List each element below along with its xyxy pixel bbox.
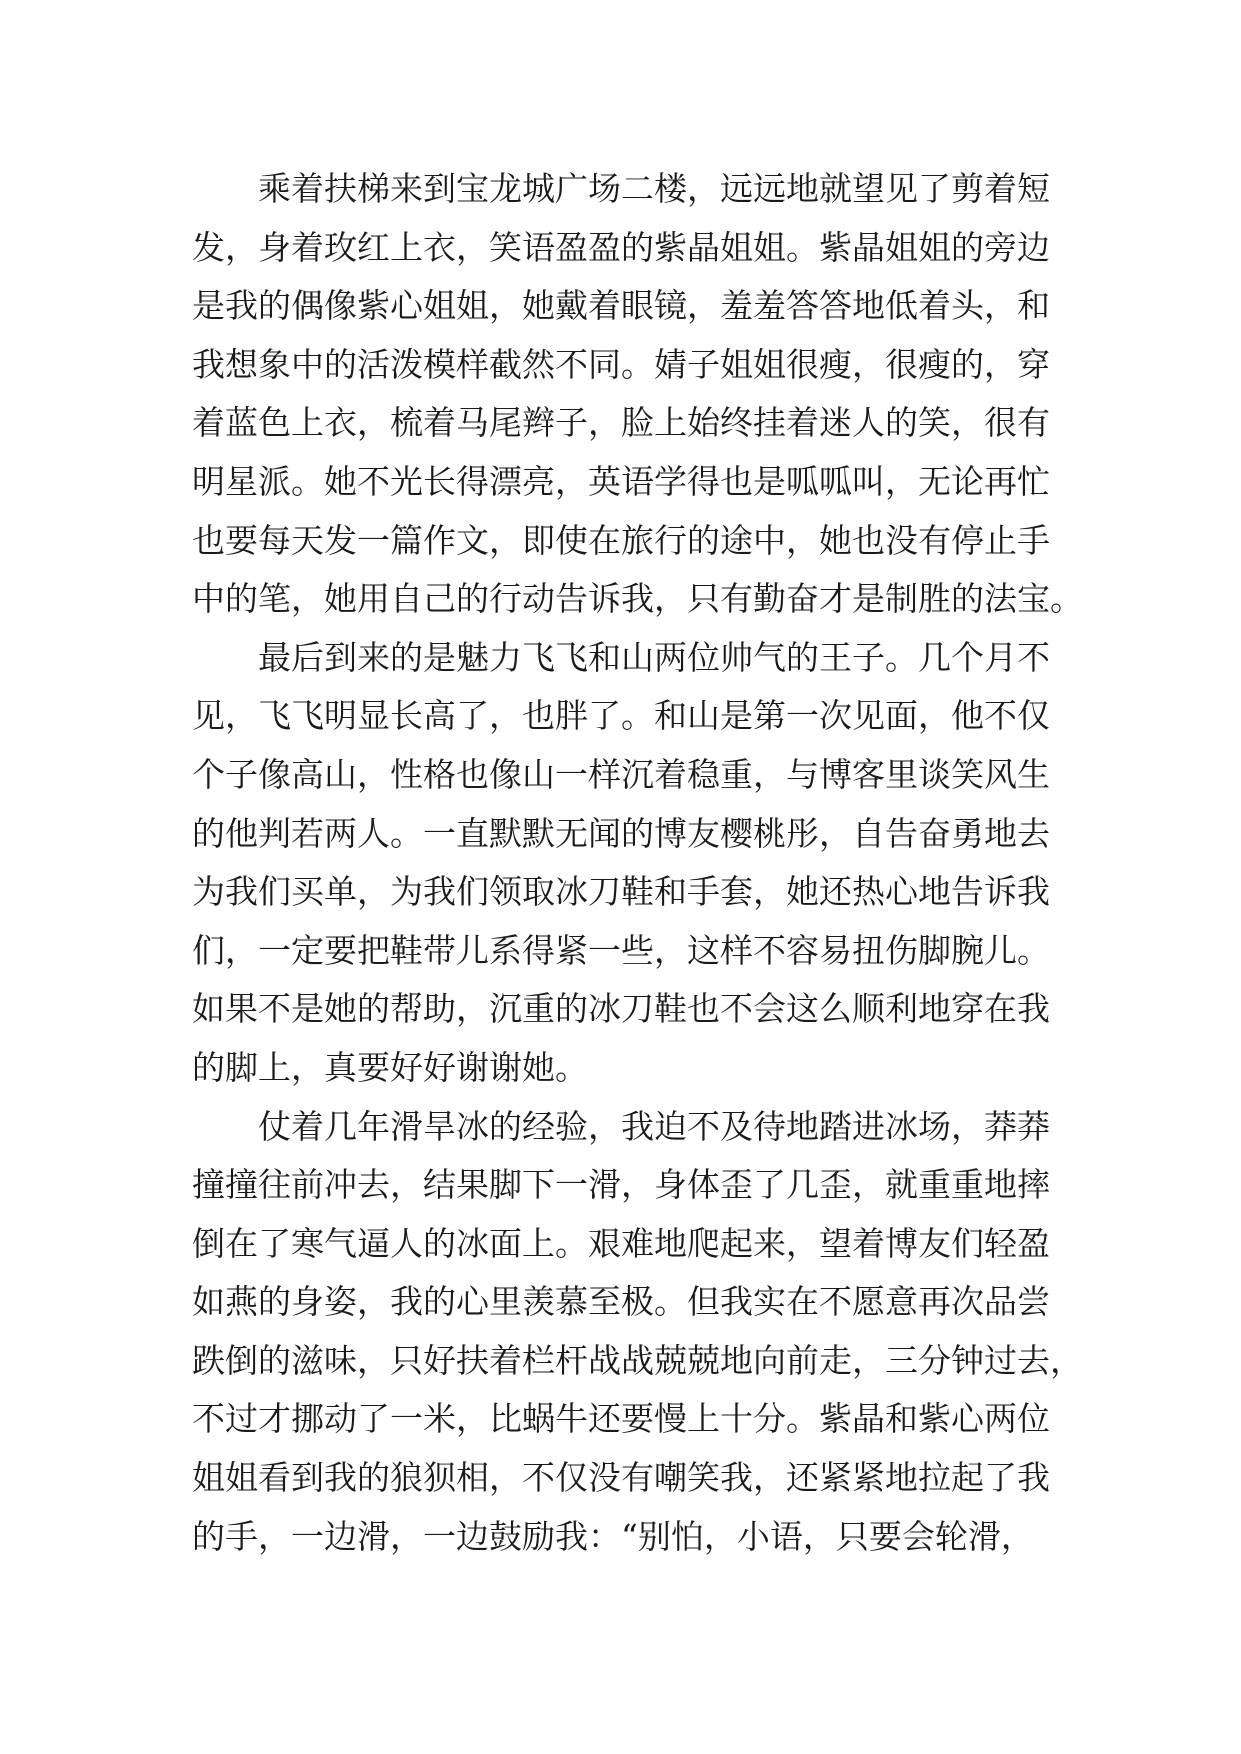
text-line: 见，飞飞明显长高了，也胖了。和山是第一次见面，他不仅 bbox=[192, 696, 1050, 736]
text-line: 们，一定要把鞋带儿系得紧一些，这样不容易扭伤脚腕儿。 bbox=[192, 930, 1050, 970]
text-line: 的脚上，真要好好谢谢她。 bbox=[192, 1047, 588, 1087]
text-line: 跌倒的滋味，只好扶着栏杆战战兢兢地向前走，三分钟过去， bbox=[192, 1340, 1083, 1380]
text-line: 倒在了寒气逼人的冰面上。艰难地爬起来，望着博友们轻盈 bbox=[192, 1223, 1050, 1263]
text-line: 仗着几年滑旱冰的经验，我迫不及待地踏进冰场，莽莽 bbox=[192, 1106, 1050, 1146]
text-line: 发，身着玫红上衣，笑语盈盈的紫晶姐姐。紫晶姐姐的旁边 bbox=[192, 227, 1050, 267]
text-line: 乘着扶梯来到宝龙城广场二楼，远远地就望见了剪着短 bbox=[192, 169, 1050, 208]
text-line: 明星派。她不光长得漂亮，英语学得也是呱呱叫，无论再忙 bbox=[192, 461, 1050, 501]
text-line: 着蓝色上衣，梳着马尾辫子，脸上始终挂着迷人的笑，很有 bbox=[192, 403, 1050, 443]
text-line: 个子像高山，性格也像山一样沉着稳重，与博客里谈笑风生 bbox=[192, 754, 1050, 794]
text-line: 姐姐看到我的狼狈相，不仅没有嘲笑我，还紧紧地拉起了我 bbox=[192, 1458, 1050, 1498]
body-text bbox=[192, 160, 1083, 1566]
text-line: 撞撞往前冲去，结果脚下一滑，身体歪了几歪，就重重地摔 bbox=[192, 1165, 1050, 1205]
text-line: 是我的偶像紫心姐姐，她戴着眼镜，羞羞答答地低着头，和 bbox=[192, 286, 1050, 326]
text-line: 中的笔，她用自己的行动告诉我，只有勤奋才是制胜的法宝。 bbox=[192, 579, 1083, 619]
text-line: 为我们买单，为我们领取冰刀鞋和手套，她还热心地告诉我 bbox=[192, 872, 1050, 912]
text-line: 如果不是她的帮助，沉重的冰刀鞋也不会这么顺利地穿在我 bbox=[192, 989, 1050, 1029]
text-line: 最后到来的是魅力飞飞和山两位帅气的王子。几个月不 bbox=[192, 637, 1050, 677]
text-line: 的他判若两人。一直默默无闻的博友樱桃彤，自告奋勇地去 bbox=[192, 813, 1050, 853]
text-line: 我想象中的活泼模样截然不同。婧子姐姐很瘦，很瘦的，穿 bbox=[192, 344, 1050, 384]
text-line: 的手，一边滑，一边鼓励我：“别怕，小语，只要会轮滑， bbox=[192, 1516, 1034, 1556]
text-line: 不过才挪动了一米，比蜗牛还要慢上十分。紫晶和紫心两位 bbox=[192, 1399, 1050, 1439]
text-line: 如燕的身姿，我的心里羡慕至极。但我实在不愿意再次品尝 bbox=[192, 1282, 1050, 1322]
text-line: 也要每天发一篇作文，即使在旅行的途中，她也没有停止手 bbox=[192, 520, 1050, 560]
